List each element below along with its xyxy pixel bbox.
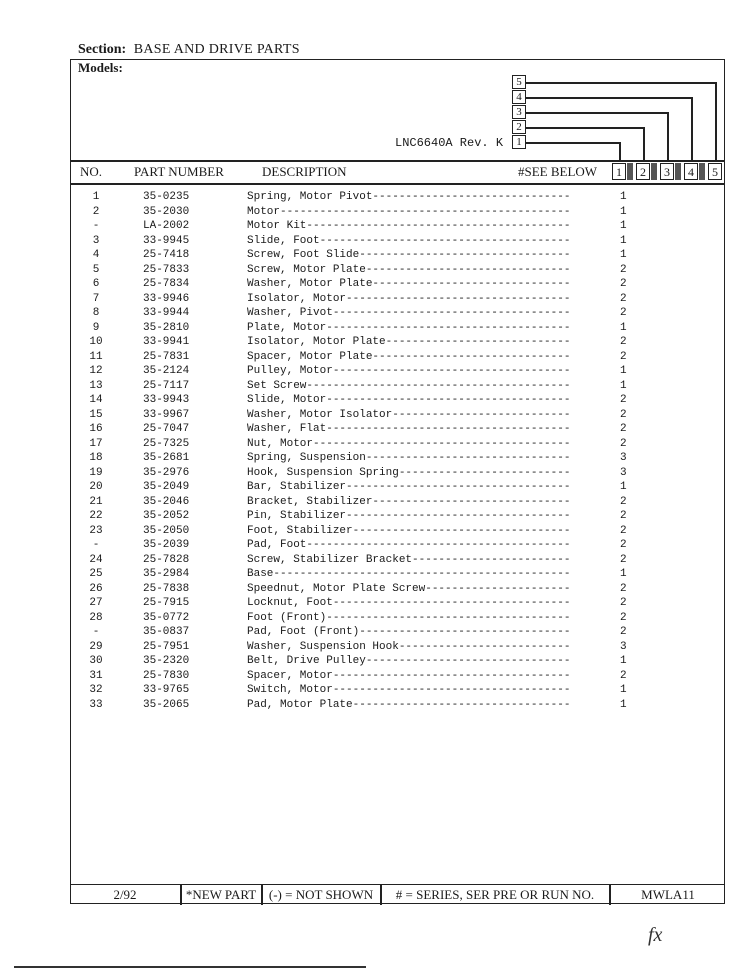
row-number: 17 <box>89 437 103 450</box>
row-part-number: 35-2046 <box>143 495 190 508</box>
row-description-text: Washer, Pivot <box>247 307 333 319</box>
series-leader-4 <box>526 97 692 99</box>
table-row <box>70 626 720 641</box>
row-description-text: Foot (Front) <box>247 611 327 624</box>
row-part-number: 33-9946 <box>143 292 190 305</box>
row-description-text: Pad, Motor Plate <box>247 698 353 711</box>
dot-leader: ------------------------------- <box>365 452 571 464</box>
row-description-text: Washer, Flat <box>247 423 327 435</box>
row-description <box>247 525 617 537</box>
row-number: 30 <box>89 655 103 667</box>
row-number: 23 <box>89 524 103 537</box>
row-description <box>247 670 617 682</box>
row-number: 28 <box>89 611 103 624</box>
row-part-number: 25-7828 <box>143 553 190 566</box>
row-description <box>247 626 617 638</box>
row-description-text: Switch, Motor <box>247 684 333 696</box>
dot-leader: ------------------------------------- <box>326 321 571 334</box>
row-description <box>247 380 617 392</box>
row-number: 24 <box>89 553 103 566</box>
row-part-number: 35-0837 <box>143 626 190 638</box>
table-row <box>70 539 720 554</box>
row-description <box>247 293 617 305</box>
row-quantity: 2 <box>620 278 627 290</box>
dot-leader: ------------------------------ <box>372 495 571 508</box>
row-quantity: 2 <box>620 307 627 319</box>
row-number: 27 <box>89 597 103 609</box>
table-row <box>70 641 720 656</box>
dot-leader: ------------------------------------- <box>326 423 571 435</box>
row-description <box>247 568 617 580</box>
row-number: 7 <box>92 292 100 305</box>
row-description-text: Slide, Foot <box>247 234 320 247</box>
row-description-text: Screw, Motor Plate <box>247 263 366 276</box>
dot-leader: ------------------------------ <box>372 350 571 363</box>
series-col-5: 5 <box>708 163 722 180</box>
dot-leader: -------------------------------- <box>359 249 571 261</box>
section-value: BASE AND DRIVE PARTS <box>133 42 300 57</box>
series-leader-5-drop <box>715 82 717 162</box>
row-number: 19 <box>89 466 103 479</box>
dot-leader: ------------------------ <box>412 553 571 566</box>
row-part-number: 35-2320 <box>143 655 190 667</box>
table-row <box>70 481 720 496</box>
row-description <box>247 365 617 377</box>
row-description <box>247 307 617 319</box>
dot-leader: ---------------------------------- <box>346 510 571 522</box>
row-quantity: 2 <box>620 423 627 435</box>
row-number: 5 <box>92 263 100 276</box>
row-part-number: 25-7951 <box>143 640 190 653</box>
row-quantity: 2 <box>620 292 627 305</box>
row-quantity: 2 <box>620 524 627 537</box>
row-part-number: 25-7117 <box>143 379 190 392</box>
row-quantity: 2 <box>620 626 627 638</box>
table-row <box>70 699 720 714</box>
row-quantity: 1 <box>620 568 627 580</box>
table-row <box>70 670 720 685</box>
row-description <box>247 264 617 276</box>
dot-leader: ------------------------------ <box>372 278 571 290</box>
table-row <box>70 307 720 322</box>
row-description <box>247 467 617 479</box>
row-number: 31 <box>89 669 103 682</box>
row-number: 18 <box>89 452 103 464</box>
row-quantity: 1 <box>620 698 627 711</box>
dot-leader: ------------------------------ <box>372 191 571 203</box>
row-description-text: Motor <box>247 205 281 218</box>
row-quantity: 3 <box>620 466 627 479</box>
row-description-text: Pin, Stabilizer <box>247 510 347 522</box>
dot-leader: --------------------------------------- <box>313 437 571 450</box>
table-row <box>70 351 720 366</box>
row-description-text: Belt, Drive Pulley <box>247 655 366 667</box>
dot-leader: -------------------------------------- <box>319 234 571 247</box>
row-description <box>247 684 617 696</box>
dot-leader: -------------------------- <box>398 466 571 479</box>
row-part-number: 25-7834 <box>143 278 190 290</box>
row-description <box>247 322 617 334</box>
row-quantity: 2 <box>620 336 627 348</box>
row-description <box>247 641 617 653</box>
dot-leader: ---------------------------------------- <box>306 220 571 232</box>
row-description-text: Pad, Foot <box>247 539 307 551</box>
table-row <box>70 467 720 482</box>
dot-leader: -------------------------- <box>398 640 571 653</box>
row-number: 8 <box>92 307 100 319</box>
row-description <box>247 612 617 624</box>
row-description <box>247 597 617 609</box>
row-description-text: Washer, Suspension Hook <box>247 640 399 653</box>
footer-bar <box>70 884 725 905</box>
dot-leader: ------------------------------------- <box>326 394 571 406</box>
table-row <box>70 554 720 569</box>
row-part-number: 25-7325 <box>143 437 190 450</box>
row-description-text: Slide, Motor <box>247 394 327 406</box>
row-part-number: 33-9765 <box>143 684 190 696</box>
row-part-number: 35-2976 <box>143 466 190 479</box>
row-description-text: Spring, Suspension <box>247 452 366 464</box>
row-description-text: Spacer, Motor Plate <box>247 350 373 363</box>
dot-leader: --------------------------- <box>392 408 571 421</box>
row-number: 4 <box>92 249 100 261</box>
row-number: 33 <box>89 698 103 711</box>
table-row <box>70 365 720 380</box>
row-quantity: 3 <box>620 640 627 653</box>
row-quantity: 1 <box>620 191 627 203</box>
row-part-number: LA-2002 <box>143 220 190 232</box>
row-part-number: 35-0235 <box>143 191 190 203</box>
table-row <box>70 655 720 670</box>
row-quantity: 1 <box>620 220 627 232</box>
section-label: Section: <box>78 42 127 57</box>
series-col-marker <box>651 163 657 180</box>
series-col-3: 3 <box>660 163 674 180</box>
dot-leader: ---------------------------------------- <box>306 539 571 551</box>
row-number: 6 <box>92 278 100 290</box>
dot-leader: ---------------------------- <box>385 336 571 348</box>
row-number: 10 <box>89 336 103 348</box>
row-quantity: 2 <box>620 495 627 508</box>
row-part-number: 25-7833 <box>143 263 190 276</box>
row-description <box>247 351 617 363</box>
dot-leader: --------------------------------- <box>352 698 571 711</box>
series-box-3: 3 <box>512 105 526 119</box>
row-description-text: Base <box>247 568 274 580</box>
row-description-text: Bar, Stabilizer <box>247 481 347 493</box>
row-description <box>247 496 617 508</box>
row-description <box>247 394 617 406</box>
header-no: NO. <box>80 164 103 179</box>
dot-leader: ------------------------------------- <box>326 611 571 624</box>
table-row <box>70 684 720 699</box>
row-description <box>247 249 617 261</box>
row-part-number: 33-9941 <box>143 336 190 348</box>
row-number: 3 <box>92 234 100 247</box>
header-description: DESCRIPTION <box>262 164 347 179</box>
row-description-text: Isolator, Motor Plate <box>247 336 386 348</box>
dot-leader: ------------------------------------ <box>332 365 571 377</box>
row-part-number: 35-2050 <box>143 524 190 537</box>
row-part-number: 25-7831 <box>143 350 190 363</box>
footer-not-shown: (-) = NOT SHOWN <box>268 887 374 902</box>
table-row <box>70 409 720 424</box>
row-part-number: 33-9944 <box>143 307 190 319</box>
dot-leader: ------------------------------------ <box>332 684 571 696</box>
parts-table <box>70 191 720 713</box>
series-col-4: 4 <box>684 163 698 180</box>
row-part-number: 35-0772 <box>143 611 190 624</box>
row-number: 12 <box>89 365 103 377</box>
dot-leader: ---------------------------------------- <box>306 379 571 392</box>
dot-leader: ------------------------------------ <box>332 669 571 682</box>
row-number: 16 <box>89 423 103 435</box>
row-description <box>247 539 617 551</box>
row-description-text: Nut, Motor <box>247 437 314 450</box>
header-part-number: PART NUMBER <box>134 164 224 179</box>
row-description <box>247 235 617 247</box>
row-description <box>247 438 617 450</box>
series-leader-5 <box>526 82 716 84</box>
footer-series-note: # = SERIES, SER PRE OR RUN NO. <box>395 887 595 902</box>
row-description <box>247 655 617 667</box>
row-part-number: 35-2030 <box>143 205 190 218</box>
row-quantity: 1 <box>620 205 627 218</box>
table-row <box>70 510 720 525</box>
row-quantity: 1 <box>620 379 627 392</box>
row-number: 11 <box>89 350 103 363</box>
table-row <box>70 438 720 453</box>
row-part-number: 35-2039 <box>143 539 190 551</box>
table-row <box>70 583 720 598</box>
footer-date: 2/92 <box>113 887 137 902</box>
dot-leader: ------------------------------------ <box>332 597 571 609</box>
series-col-marker <box>675 163 681 180</box>
series-col-2: 2 <box>636 163 650 180</box>
table-row <box>70 235 720 250</box>
table-row <box>70 264 720 279</box>
row-number: 15 <box>89 408 103 421</box>
row-number: 20 <box>89 481 103 493</box>
dot-leader: --------------------------------------------- <box>273 568 571 580</box>
row-description <box>247 409 617 421</box>
dot-leader: -------------------------------------------- <box>280 205 571 218</box>
section-title <box>78 42 300 58</box>
row-part-number: 35-2681 <box>143 452 190 464</box>
row-quantity: 2 <box>620 669 627 682</box>
row-quantity: 2 <box>620 437 627 450</box>
row-description <box>247 278 617 290</box>
row-number: 25 <box>89 568 103 580</box>
row-number: 14 <box>89 394 103 406</box>
row-number: 26 <box>89 582 103 595</box>
bottom-rule <box>14 966 366 968</box>
row-part-number: 35-2065 <box>143 698 190 711</box>
series-col-marker <box>627 163 633 180</box>
row-quantity: 1 <box>620 234 627 247</box>
row-description-text: Spacer, Motor <box>247 669 333 682</box>
row-part-number: 35-2124 <box>143 365 190 377</box>
row-number: - <box>92 539 100 551</box>
dot-leader: ---------------------------------- <box>346 481 571 493</box>
table-row <box>70 206 720 221</box>
row-description-text: Locknut, Foot <box>247 597 333 609</box>
table-row <box>70 394 720 409</box>
dot-leader: -------------------------------- <box>359 626 571 638</box>
row-description <box>247 423 617 435</box>
row-description-text: Bracket, Stabilizer <box>247 495 373 508</box>
series-box-5: 5 <box>512 75 526 89</box>
row-quantity: 2 <box>620 263 627 276</box>
row-quantity: 2 <box>620 510 627 522</box>
row-quantity: 2 <box>620 582 627 595</box>
table-row <box>70 452 720 467</box>
row-description <box>247 220 617 232</box>
row-number: 21 <box>89 495 103 508</box>
row-part-number: 25-7047 <box>143 423 190 435</box>
row-description-text: Set Screw <box>247 379 307 392</box>
row-part-number: 35-2049 <box>143 481 190 493</box>
row-description <box>247 510 617 522</box>
row-description <box>247 206 617 218</box>
row-quantity: 1 <box>620 249 627 261</box>
row-description-text: Pad, Foot (Front) <box>247 626 360 638</box>
series-col-marker <box>699 163 705 180</box>
row-description-text: Washer, Motor Plate <box>247 278 373 290</box>
row-description-text: Foot, Stabilizer <box>247 524 353 537</box>
row-quantity: 1 <box>620 481 627 493</box>
handwritten-mark: fx <box>648 924 663 946</box>
row-part-number: 25-7838 <box>143 582 190 595</box>
series-leader-1-drop <box>619 142 621 162</box>
row-quantity: 1 <box>620 655 627 667</box>
row-part-number: 35-2984 <box>143 568 190 580</box>
row-part-number: 35-2052 <box>143 510 190 522</box>
row-number: 9 <box>92 321 100 334</box>
table-row <box>70 612 720 627</box>
series-leader-3 <box>526 112 668 114</box>
row-number: - <box>92 220 100 232</box>
row-description-text: Motor Kit <box>247 220 307 232</box>
row-description <box>247 191 617 203</box>
row-description-text: Washer, Motor Isolator <box>247 408 393 421</box>
table-row <box>70 336 720 351</box>
series-col-1: 1 <box>612 163 626 180</box>
table-row <box>70 423 720 438</box>
row-quantity: 3 <box>620 452 627 464</box>
table-row <box>70 568 720 583</box>
table-row <box>70 496 720 511</box>
dot-leader: ------------------------------- <box>365 655 571 667</box>
table-row <box>70 322 720 337</box>
row-part-number: 25-7830 <box>143 669 190 682</box>
header-see-below: #SEE BELOW <box>518 164 598 179</box>
row-quantity: 2 <box>620 611 627 624</box>
model-name: LNC6640A Rev. K <box>395 136 504 150</box>
row-description-text: Spring, Motor Pivot <box>247 191 373 203</box>
table-row <box>70 191 720 206</box>
row-description-text: Isolator, Motor <box>247 292 347 305</box>
row-part-number: 33-9967 <box>143 408 190 421</box>
series-leader-4-drop <box>691 97 693 162</box>
row-quantity: 2 <box>620 394 627 406</box>
table-row <box>70 278 720 293</box>
table-row <box>70 249 720 264</box>
row-description <box>247 699 617 711</box>
row-description-text: Hook, Suspension Spring <box>247 466 399 479</box>
row-quantity: 2 <box>620 408 627 421</box>
row-number: 32 <box>89 684 103 696</box>
row-description-text: Speednut, Motor Plate Screw <box>247 582 426 595</box>
dot-leader: ---------------------------------- <box>346 292 571 305</box>
dot-leader: ---------------------- <box>425 582 571 595</box>
row-description <box>247 481 617 493</box>
row-number: 13 <box>89 379 103 392</box>
row-description <box>247 336 617 348</box>
series-box-4: 4 <box>512 90 526 104</box>
row-quantity: 2 <box>620 553 627 566</box>
dot-leader: --------------------------------- <box>352 524 571 537</box>
table-row <box>70 293 720 308</box>
series-leader-1 <box>526 142 620 144</box>
table-row <box>70 525 720 540</box>
table-row <box>70 220 720 235</box>
row-description-text: Plate, Motor <box>247 321 327 334</box>
series-box-1: 1 <box>512 135 526 149</box>
series-leader-2 <box>526 127 644 129</box>
row-quantity: 2 <box>620 539 627 551</box>
row-description <box>247 554 617 566</box>
row-part-number: 33-9943 <box>143 394 190 406</box>
table-row <box>70 597 720 612</box>
row-quantity: 2 <box>620 350 627 363</box>
row-number: 2 <box>92 205 100 218</box>
series-box-2: 2 <box>512 120 526 134</box>
row-part-number: 35-2810 <box>143 321 190 334</box>
row-part-number: 25-7915 <box>143 597 190 609</box>
row-description-text: Pulley, Motor <box>247 365 333 377</box>
row-number: - <box>92 626 100 638</box>
row-number: 1 <box>92 191 100 203</box>
row-description <box>247 452 617 464</box>
row-number: 22 <box>89 510 103 522</box>
row-quantity: 1 <box>620 321 627 334</box>
models-label: Models: <box>78 60 123 75</box>
row-description <box>247 583 617 595</box>
row-number: 29 <box>89 640 103 653</box>
row-description-text: Screw, Stabilizer Bracket <box>247 553 413 566</box>
series-leader-3-drop <box>667 112 669 162</box>
row-quantity: 2 <box>620 597 627 609</box>
dot-leader: ------------------------------- <box>365 263 571 276</box>
footer-new-part: *NEW PART <box>185 887 257 902</box>
dot-leader: ------------------------------------ <box>332 307 571 319</box>
footer-doc-id: MWLA11 <box>641 887 695 902</box>
row-quantity: 1 <box>620 684 627 696</box>
table-row <box>70 380 720 395</box>
row-description-text: Screw, Foot Slide <box>247 249 360 261</box>
series-leader-2-drop <box>643 127 645 162</box>
row-quantity: 1 <box>620 365 627 377</box>
row-part-number: 33-9945 <box>143 234 190 247</box>
row-part-number: 25-7418 <box>143 249 190 261</box>
